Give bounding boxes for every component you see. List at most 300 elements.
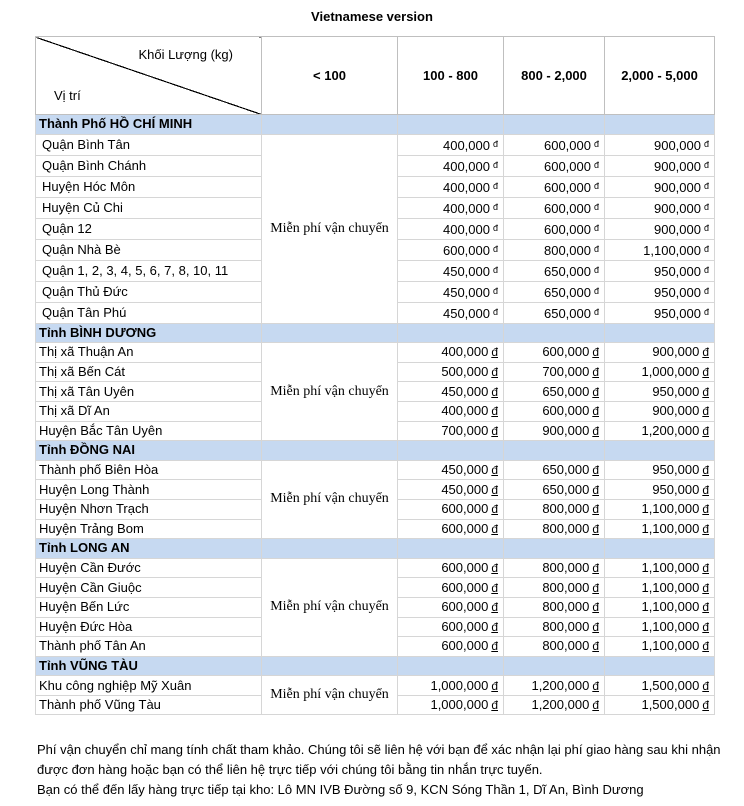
price-cell (398, 302, 504, 323)
price-cell (504, 676, 605, 696)
weight-label: Khối Lượng (kg) (138, 47, 233, 62)
currency-symbol: đ (593, 285, 599, 296)
location-cell: Thành phố Tân An (36, 637, 262, 657)
column-header: < 100 (262, 37, 398, 115)
price-value: 900,000 (542, 422, 590, 438)
price-cell (605, 421, 715, 441)
currency-symbol: đ (593, 138, 599, 149)
location-cell: Huyện Cần Giuộc (36, 578, 262, 598)
currency-symbol: đ (702, 384, 709, 399)
price-value: 600,000 (543, 137, 591, 153)
table-row (36, 134, 715, 155)
price-value: 450,000 (442, 284, 490, 300)
price-value: 950,000 (653, 284, 701, 300)
price-value: 600,000 (441, 520, 489, 536)
section-filler-cell (504, 656, 605, 676)
location-cell: Huyện Đức Hòa (36, 617, 262, 637)
location-cell: Thị xã Dĩ An (36, 401, 262, 421)
location-cell: Thị xã Tân Uyên (36, 382, 262, 402)
price-value: 650,000 (543, 305, 591, 321)
price-cell (605, 134, 715, 155)
price-value: 1,100,000 (641, 638, 700, 654)
currency-symbol: đ (702, 639, 709, 654)
currency-symbol: đ (702, 561, 709, 576)
currency-symbol: đ (593, 180, 599, 191)
price-value: 700,000 (441, 422, 489, 438)
currency-symbol: đ (593, 201, 599, 212)
diagonal-header-cell (36, 37, 262, 115)
footer-note-pickup: Bạn có thể đến lấy hàng trực tiếp tại kho: Lô MN IVB Đường số 9, KCN Sóng Thần 1, Dĩ An, Bình Dương (37, 782, 644, 797)
location-cell: Thị xã Thuận An (36, 343, 262, 363)
section-filler-cell (262, 539, 398, 559)
section-filler-cell (605, 323, 715, 343)
price-cell (504, 176, 605, 197)
currency-symbol: đ (592, 580, 599, 595)
section-filler-cell (262, 441, 398, 461)
currency-symbol: đ (491, 365, 498, 380)
price-value: 400,000 (442, 158, 490, 174)
currency-symbol: đ (702, 482, 709, 497)
currency-symbol: đ (492, 243, 498, 254)
price-cell (398, 401, 504, 421)
price-value: 450,000 (442, 263, 490, 279)
section-filler-cell (504, 539, 605, 559)
price-cell (398, 281, 504, 302)
price-cell (398, 176, 504, 197)
price-cell (605, 343, 715, 363)
currency-symbol: đ (592, 384, 599, 399)
table-header-row (36, 37, 715, 115)
price-cell (504, 382, 605, 402)
currency-symbol: đ (592, 502, 599, 517)
price-cell (504, 597, 605, 617)
location-cell: Huyện Nhơn Trạch (36, 499, 262, 519)
price-cell (398, 134, 504, 155)
currency-symbol: đ (491, 678, 498, 693)
price-value: 1,200,000 (531, 677, 590, 693)
price-cell (504, 480, 605, 500)
price-cell (605, 239, 715, 260)
price-cell (605, 302, 715, 323)
location-cell: Huyện Bắc Tân Uyên (36, 421, 262, 441)
currency-symbol: đ (592, 345, 599, 360)
price-cell (504, 460, 605, 480)
price-cell (605, 480, 715, 500)
price-value: 650,000 (542, 462, 590, 478)
price-value: 600,000 (441, 618, 489, 634)
price-cell (605, 460, 715, 480)
currency-symbol: đ (703, 306, 709, 317)
price-value: 950,000 (653, 305, 701, 321)
currency-symbol: đ (703, 243, 709, 254)
price-cell (605, 197, 715, 218)
price-cell (398, 218, 504, 239)
price-cell (398, 695, 504, 715)
price-cell (605, 362, 715, 382)
price-value: 600,000 (441, 560, 489, 576)
page-title: Vietnamese version (311, 9, 433, 24)
section-filler-cell (262, 115, 398, 135)
currency-symbol: đ (592, 561, 599, 576)
location-label: Vị trí (54, 88, 81, 103)
location-cell: Quận Bình Chánh (36, 155, 262, 176)
price-value: 600,000 (543, 200, 591, 216)
price-cell (605, 695, 715, 715)
price-cell (504, 499, 605, 519)
currency-symbol: đ (702, 404, 709, 419)
price-value: 400,000 (442, 179, 490, 195)
currency-symbol: đ (491, 463, 498, 478)
price-cell (398, 343, 504, 363)
price-cell (605, 155, 715, 176)
price-value: 1,100,000 (641, 501, 700, 517)
currency-symbol: đ (593, 243, 599, 254)
price-value: 900,000 (652, 344, 700, 360)
section-filler-cell (398, 323, 504, 343)
price-value: 800,000 (542, 618, 590, 634)
currency-symbol: đ (592, 698, 599, 713)
section-filler-cell (504, 323, 605, 343)
location-cell: Huyện Bến Lức (36, 597, 262, 617)
shipping-fee-table (35, 36, 715, 715)
table-row (36, 558, 715, 578)
currency-symbol: đ (592, 463, 599, 478)
currency-symbol: đ (491, 619, 498, 634)
price-value: 800,000 (543, 242, 591, 258)
location-cell: Quận Thủ Đức (36, 281, 262, 302)
free-shipping-cell: Miễn phí vận chuyển (262, 460, 398, 538)
currency-symbol: đ (702, 365, 709, 380)
price-cell (504, 519, 605, 539)
currency-symbol: đ (703, 159, 709, 170)
currency-symbol: đ (593, 222, 599, 233)
price-cell (504, 401, 605, 421)
free-shipping-cell: Miễn phí vận chuyển (262, 343, 398, 441)
price-value: 900,000 (653, 221, 701, 237)
currency-symbol: đ (593, 306, 599, 317)
currency-symbol: đ (703, 222, 709, 233)
currency-symbol: đ (491, 404, 498, 419)
price-cell (605, 558, 715, 578)
section-header-row (36, 539, 715, 559)
price-cell (504, 362, 605, 382)
price-cell (398, 382, 504, 402)
price-cell (504, 558, 605, 578)
location-cell: Huyện Cần Đước (36, 558, 262, 578)
price-cell (398, 460, 504, 480)
currency-symbol: đ (592, 600, 599, 615)
currency-symbol: đ (702, 521, 709, 536)
currency-symbol: đ (592, 619, 599, 634)
section-header-row (36, 441, 715, 461)
price-cell (398, 499, 504, 519)
price-cell (605, 499, 715, 519)
price-value: 800,000 (542, 560, 590, 576)
price-cell (605, 382, 715, 402)
price-cell (504, 134, 605, 155)
location-cell: Khu công nghiệp Mỹ Xuân (36, 676, 262, 696)
price-cell (605, 260, 715, 281)
price-cell (398, 637, 504, 657)
currency-symbol: đ (702, 600, 709, 615)
price-cell (605, 519, 715, 539)
currency-symbol: đ (592, 678, 599, 693)
section-filler-cell (605, 539, 715, 559)
price-value: 650,000 (542, 383, 590, 399)
price-value: 950,000 (652, 481, 700, 497)
price-value: 600,000 (543, 221, 591, 237)
price-value: 1,100,000 (641, 560, 700, 576)
price-cell (504, 260, 605, 281)
price-value: 400,000 (441, 344, 489, 360)
location-cell: Thành phố Vũng Tàu (36, 695, 262, 715)
price-cell (398, 558, 504, 578)
currency-symbol: đ (491, 698, 498, 713)
section-title: Tỉnh ĐỒNG NAI (36, 441, 262, 461)
currency-symbol: đ (702, 678, 709, 693)
price-value: 950,000 (652, 383, 700, 399)
section-filler-cell (262, 323, 398, 343)
price-value: 950,000 (652, 462, 700, 478)
currency-symbol: đ (492, 180, 498, 191)
price-value: 400,000 (442, 137, 490, 153)
section-filler-cell (398, 441, 504, 461)
currency-symbol: đ (703, 180, 709, 191)
currency-symbol: đ (491, 639, 498, 654)
currency-symbol: đ (492, 306, 498, 317)
footer-note-reference: Phí vận chuyển chỉ mang tính chất tham khảo. Chúng tôi sẽ liên hệ với bạn để xác nhận lại phí giao hàng sau khi nhận được đơn hàng hoặc bạn có thể liên hệ trực tiếp với chúng tôi bằng tin nhắn trực tuyến. (37, 742, 721, 777)
currency-symbol: đ (492, 159, 498, 170)
price-cell (504, 343, 605, 363)
section-filler-cell (504, 115, 605, 135)
table-body (36, 37, 715, 715)
currency-symbol: đ (702, 619, 709, 634)
price-value: 800,000 (542, 520, 590, 536)
price-cell (398, 676, 504, 696)
section-filler-cell (605, 115, 715, 135)
currency-symbol: đ (492, 138, 498, 149)
section-filler-cell (398, 115, 504, 135)
section-filler-cell (262, 656, 398, 676)
price-cell (398, 362, 504, 382)
price-cell (398, 617, 504, 637)
currency-symbol: đ (702, 698, 709, 713)
price-value: 600,000 (441, 579, 489, 595)
price-cell (605, 218, 715, 239)
location-cell: Huyện Củ Chi (36, 197, 262, 218)
price-cell (605, 597, 715, 617)
currency-symbol: đ (703, 264, 709, 275)
price-value: 1,200,000 (641, 422, 700, 438)
price-cell (504, 281, 605, 302)
price-cell (398, 597, 504, 617)
currency-symbol: đ (491, 423, 498, 438)
currency-symbol: đ (492, 264, 498, 275)
price-value: 1,100,000 (643, 242, 701, 258)
price-cell (504, 578, 605, 598)
location-cell: Thành phố Biên Hòa (36, 460, 262, 480)
table-row (36, 343, 715, 363)
footer-notes (37, 740, 727, 800)
free-shipping-cell: Miễn phí vận chuyển (262, 134, 398, 323)
free-shipping-cell: Miễn phí vận chuyển (262, 676, 398, 715)
price-cell (504, 637, 605, 657)
price-cell (504, 155, 605, 176)
column-header: 800 - 2,000 (504, 37, 605, 115)
currency-symbol: đ (593, 159, 599, 170)
price-value: 1,100,000 (641, 579, 700, 595)
price-value: 600,000 (543, 179, 591, 195)
currency-symbol: đ (703, 285, 709, 296)
price-cell (605, 176, 715, 197)
price-value: 650,000 (542, 481, 590, 497)
price-value: 650,000 (543, 284, 591, 300)
price-value: 600,000 (543, 158, 591, 174)
column-header: 2,000 - 5,000 (605, 37, 715, 115)
price-value: 1,100,000 (641, 618, 700, 634)
price-value: 600,000 (441, 599, 489, 615)
section-title: Thành Phố HỒ CHÍ MINH (36, 115, 262, 135)
section-filler-cell (398, 656, 504, 676)
currency-symbol: đ (703, 138, 709, 149)
price-value: 400,000 (442, 221, 490, 237)
currency-symbol: đ (702, 345, 709, 360)
price-value: 600,000 (542, 403, 590, 419)
price-cell (398, 197, 504, 218)
section-title: Tỉnh LONG AN (36, 539, 262, 559)
price-cell (398, 421, 504, 441)
price-value: 450,000 (441, 481, 489, 497)
currency-symbol: đ (491, 345, 498, 360)
table-row (36, 460, 715, 480)
price-value: 1,500,000 (641, 677, 700, 693)
section-filler-cell (398, 539, 504, 559)
price-value: 1,000,000 (430, 677, 489, 693)
price-cell (605, 281, 715, 302)
price-value: 600,000 (542, 344, 590, 360)
price-cell (504, 421, 605, 441)
price-value: 450,000 (441, 383, 489, 399)
location-cell: Huyện Trảng Bom (36, 519, 262, 539)
price-value: 1,200,000 (531, 697, 590, 713)
section-filler-cell (605, 656, 715, 676)
price-value: 900,000 (653, 179, 701, 195)
section-title: Tỉnh BÌNH DƯƠNG (36, 323, 262, 343)
price-cell (504, 239, 605, 260)
price-value: 800,000 (542, 501, 590, 517)
location-cell: Quận 1, 2, 3, 4, 5, 6, 7, 8, 10, 11 (36, 260, 262, 281)
table-row (36, 676, 715, 696)
currency-symbol: đ (592, 404, 599, 419)
price-cell (504, 197, 605, 218)
currency-symbol: đ (593, 264, 599, 275)
price-cell (398, 239, 504, 260)
currency-symbol: đ (702, 580, 709, 595)
location-cell: Thị xã Bến Cát (36, 362, 262, 382)
price-value: 900,000 (653, 200, 701, 216)
location-cell: Quận Tân Phú (36, 302, 262, 323)
currency-symbol: đ (492, 285, 498, 296)
currency-symbol: đ (491, 521, 498, 536)
section-title: Tỉnh VŨNG TÀU (36, 656, 262, 676)
price-value: 1,500,000 (641, 697, 700, 713)
price-cell (398, 155, 504, 176)
price-cell (605, 617, 715, 637)
price-value: 400,000 (442, 200, 490, 216)
price-value: 500,000 (441, 364, 489, 380)
currency-symbol: đ (491, 580, 498, 595)
currency-symbol: đ (702, 423, 709, 438)
price-value: 800,000 (542, 579, 590, 595)
price-value: 600,000 (441, 638, 489, 654)
currency-symbol: đ (592, 521, 599, 536)
currency-symbol: đ (492, 222, 498, 233)
free-shipping-cell: Miễn phí vận chuyển (262, 558, 398, 656)
price-cell (605, 578, 715, 598)
currency-symbol: đ (592, 365, 599, 380)
currency-symbol: đ (491, 600, 498, 615)
currency-symbol: đ (491, 502, 498, 517)
currency-symbol: đ (592, 639, 599, 654)
price-value: 450,000 (441, 462, 489, 478)
price-value: 600,000 (442, 242, 490, 258)
price-value: 700,000 (542, 364, 590, 380)
price-cell (605, 401, 715, 421)
section-header-row (36, 323, 715, 343)
currency-symbol: đ (491, 482, 498, 497)
price-value: 900,000 (652, 403, 700, 419)
price-value: 900,000 (653, 158, 701, 174)
price-value: 450,000 (442, 305, 490, 321)
price-value: 650,000 (543, 263, 591, 279)
price-value: 1,100,000 (641, 599, 700, 615)
location-cell: Quận 12 (36, 218, 262, 239)
price-value: 1,100,000 (641, 520, 700, 536)
price-value: 1,000,000 (641, 364, 700, 380)
price-cell (398, 480, 504, 500)
price-value: 950,000 (653, 263, 701, 279)
price-cell (504, 695, 605, 715)
price-value: 600,000 (441, 501, 489, 517)
price-cell (605, 676, 715, 696)
price-value: 900,000 (653, 137, 701, 153)
location-cell: Quận Nhà Bè (36, 239, 262, 260)
location-cell: Huyện Hóc Môn (36, 176, 262, 197)
currency-symbol: đ (492, 201, 498, 212)
price-cell (504, 218, 605, 239)
currency-symbol: đ (491, 561, 498, 576)
currency-symbol: đ (592, 482, 599, 497)
section-filler-cell (504, 441, 605, 461)
price-value: 800,000 (542, 599, 590, 615)
price-value: 800,000 (542, 638, 590, 654)
currency-symbol: đ (592, 423, 599, 438)
currency-symbol: đ (491, 384, 498, 399)
price-cell (398, 578, 504, 598)
column-header: 100 - 800 (398, 37, 504, 115)
location-cell: Quận Bình Tân (36, 134, 262, 155)
currency-symbol: đ (703, 201, 709, 212)
price-value: 1,000,000 (430, 697, 489, 713)
section-header-row (36, 115, 715, 135)
currency-symbol: đ (702, 463, 709, 478)
currency-symbol: đ (702, 502, 709, 517)
price-cell (398, 519, 504, 539)
section-filler-cell (605, 441, 715, 461)
price-value: 400,000 (441, 403, 489, 419)
price-cell (398, 260, 504, 281)
section-header-row (36, 656, 715, 676)
